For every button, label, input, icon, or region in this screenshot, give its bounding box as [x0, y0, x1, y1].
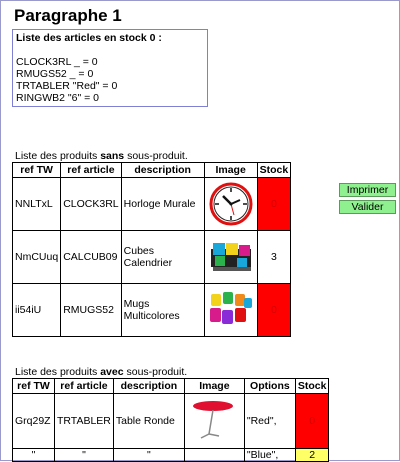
- table-row: [13, 284, 291, 337]
- page-title: Paragraphe 1: [14, 6, 122, 25]
- colored-mugs-image: [208, 290, 254, 330]
- image-cell: [204, 231, 257, 284]
- table-header-row: [13, 379, 329, 394]
- ref-article-cell: TRTABLER: [55, 394, 114, 449]
- description-cell: Mugs Multicolores: [121, 284, 204, 337]
- stock-cell: 0: [257, 178, 291, 231]
- ref-article-cell: RMUGS52: [61, 284, 121, 337]
- column-header: ref TW: [13, 163, 61, 178]
- description-cell: Cubes Calendrier: [121, 231, 204, 284]
- ref-article-cell: CLOCK3RL: [61, 178, 121, 231]
- ref-tw-cell: ii54iU: [13, 284, 61, 337]
- stock-zero-line: RINGWB2 "6" = 0: [16, 92, 100, 104]
- ref-tw-cell: ": [13, 449, 55, 462]
- image-cell: [184, 394, 244, 449]
- ref-tw-cell: NNLTxL: [13, 178, 61, 231]
- stock-cell: 3: [257, 231, 291, 284]
- table2-caption-bold: avec: [100, 366, 124, 378]
- column-header: Stock: [257, 163, 291, 178]
- description-cell: Horloge Murale: [121, 178, 204, 231]
- column-header: Stock: [295, 379, 329, 394]
- products-with-subproduct-table: [12, 378, 329, 462]
- stock-cell: 0: [257, 284, 291, 337]
- column-header: description: [121, 163, 204, 178]
- round-table-image: [189, 398, 239, 444]
- ref-article-cell: ": [55, 449, 114, 462]
- wall-clock-image: [209, 182, 253, 226]
- ref-tw-cell: Grq29Z: [13, 394, 55, 449]
- stock-zero-line: CLOCK3RL _ = 0: [16, 56, 98, 68]
- stock-cell: 2: [295, 449, 329, 462]
- table2-caption-post: sous-produit.: [123, 366, 188, 378]
- column-header: description: [113, 379, 184, 394]
- table-row: [13, 394, 329, 449]
- table2-caption-pre: Liste des produits: [15, 366, 101, 378]
- column-header: ref article: [61, 163, 121, 178]
- table-row: [13, 178, 291, 231]
- description-cell: ": [113, 449, 184, 462]
- column-header: ref article: [55, 379, 114, 394]
- table-row: [13, 231, 291, 284]
- column-header: Image: [184, 379, 244, 394]
- image-cell: [204, 178, 257, 231]
- stock-zero-line: TRTABLER "Red" = 0: [16, 80, 118, 92]
- options-cell: "Blue",: [244, 449, 295, 462]
- print-button[interactable]: Imprimer: [339, 183, 396, 197]
- table1-caption-pre: Liste des produits: [15, 150, 101, 162]
- validate-button[interactable]: Valider: [339, 200, 396, 214]
- column-header: Options: [244, 379, 295, 394]
- table1-caption-bold: sans: [100, 150, 125, 162]
- calendar-cubes-image: [209, 239, 253, 275]
- stock-zero-line: RMUGS52 _ = 0: [16, 68, 94, 80]
- stock-cell: 0: [295, 394, 329, 449]
- image-cell: [184, 449, 244, 462]
- stock-zero-box: [12, 29, 208, 107]
- image-cell: [204, 284, 257, 337]
- column-header: Image: [204, 163, 257, 178]
- table-row: [13, 449, 329, 462]
- products-without-subproduct-table: [12, 162, 291, 337]
- table1-caption-post: sous-produit.: [124, 150, 188, 162]
- ref-article-cell: CALCUB09: [61, 231, 121, 284]
- table2-caption: [15, 366, 187, 378]
- table-header-row: [13, 163, 291, 178]
- description-cell: Table Ronde: [113, 394, 184, 449]
- options-cell: "Red",: [244, 394, 295, 449]
- stock-zero-heading: Liste des articles en stock 0 :: [16, 32, 162, 44]
- column-header: ref TW: [13, 379, 55, 394]
- table1-caption: [15, 150, 188, 162]
- ref-tw-cell: NmCUuq: [13, 231, 61, 284]
